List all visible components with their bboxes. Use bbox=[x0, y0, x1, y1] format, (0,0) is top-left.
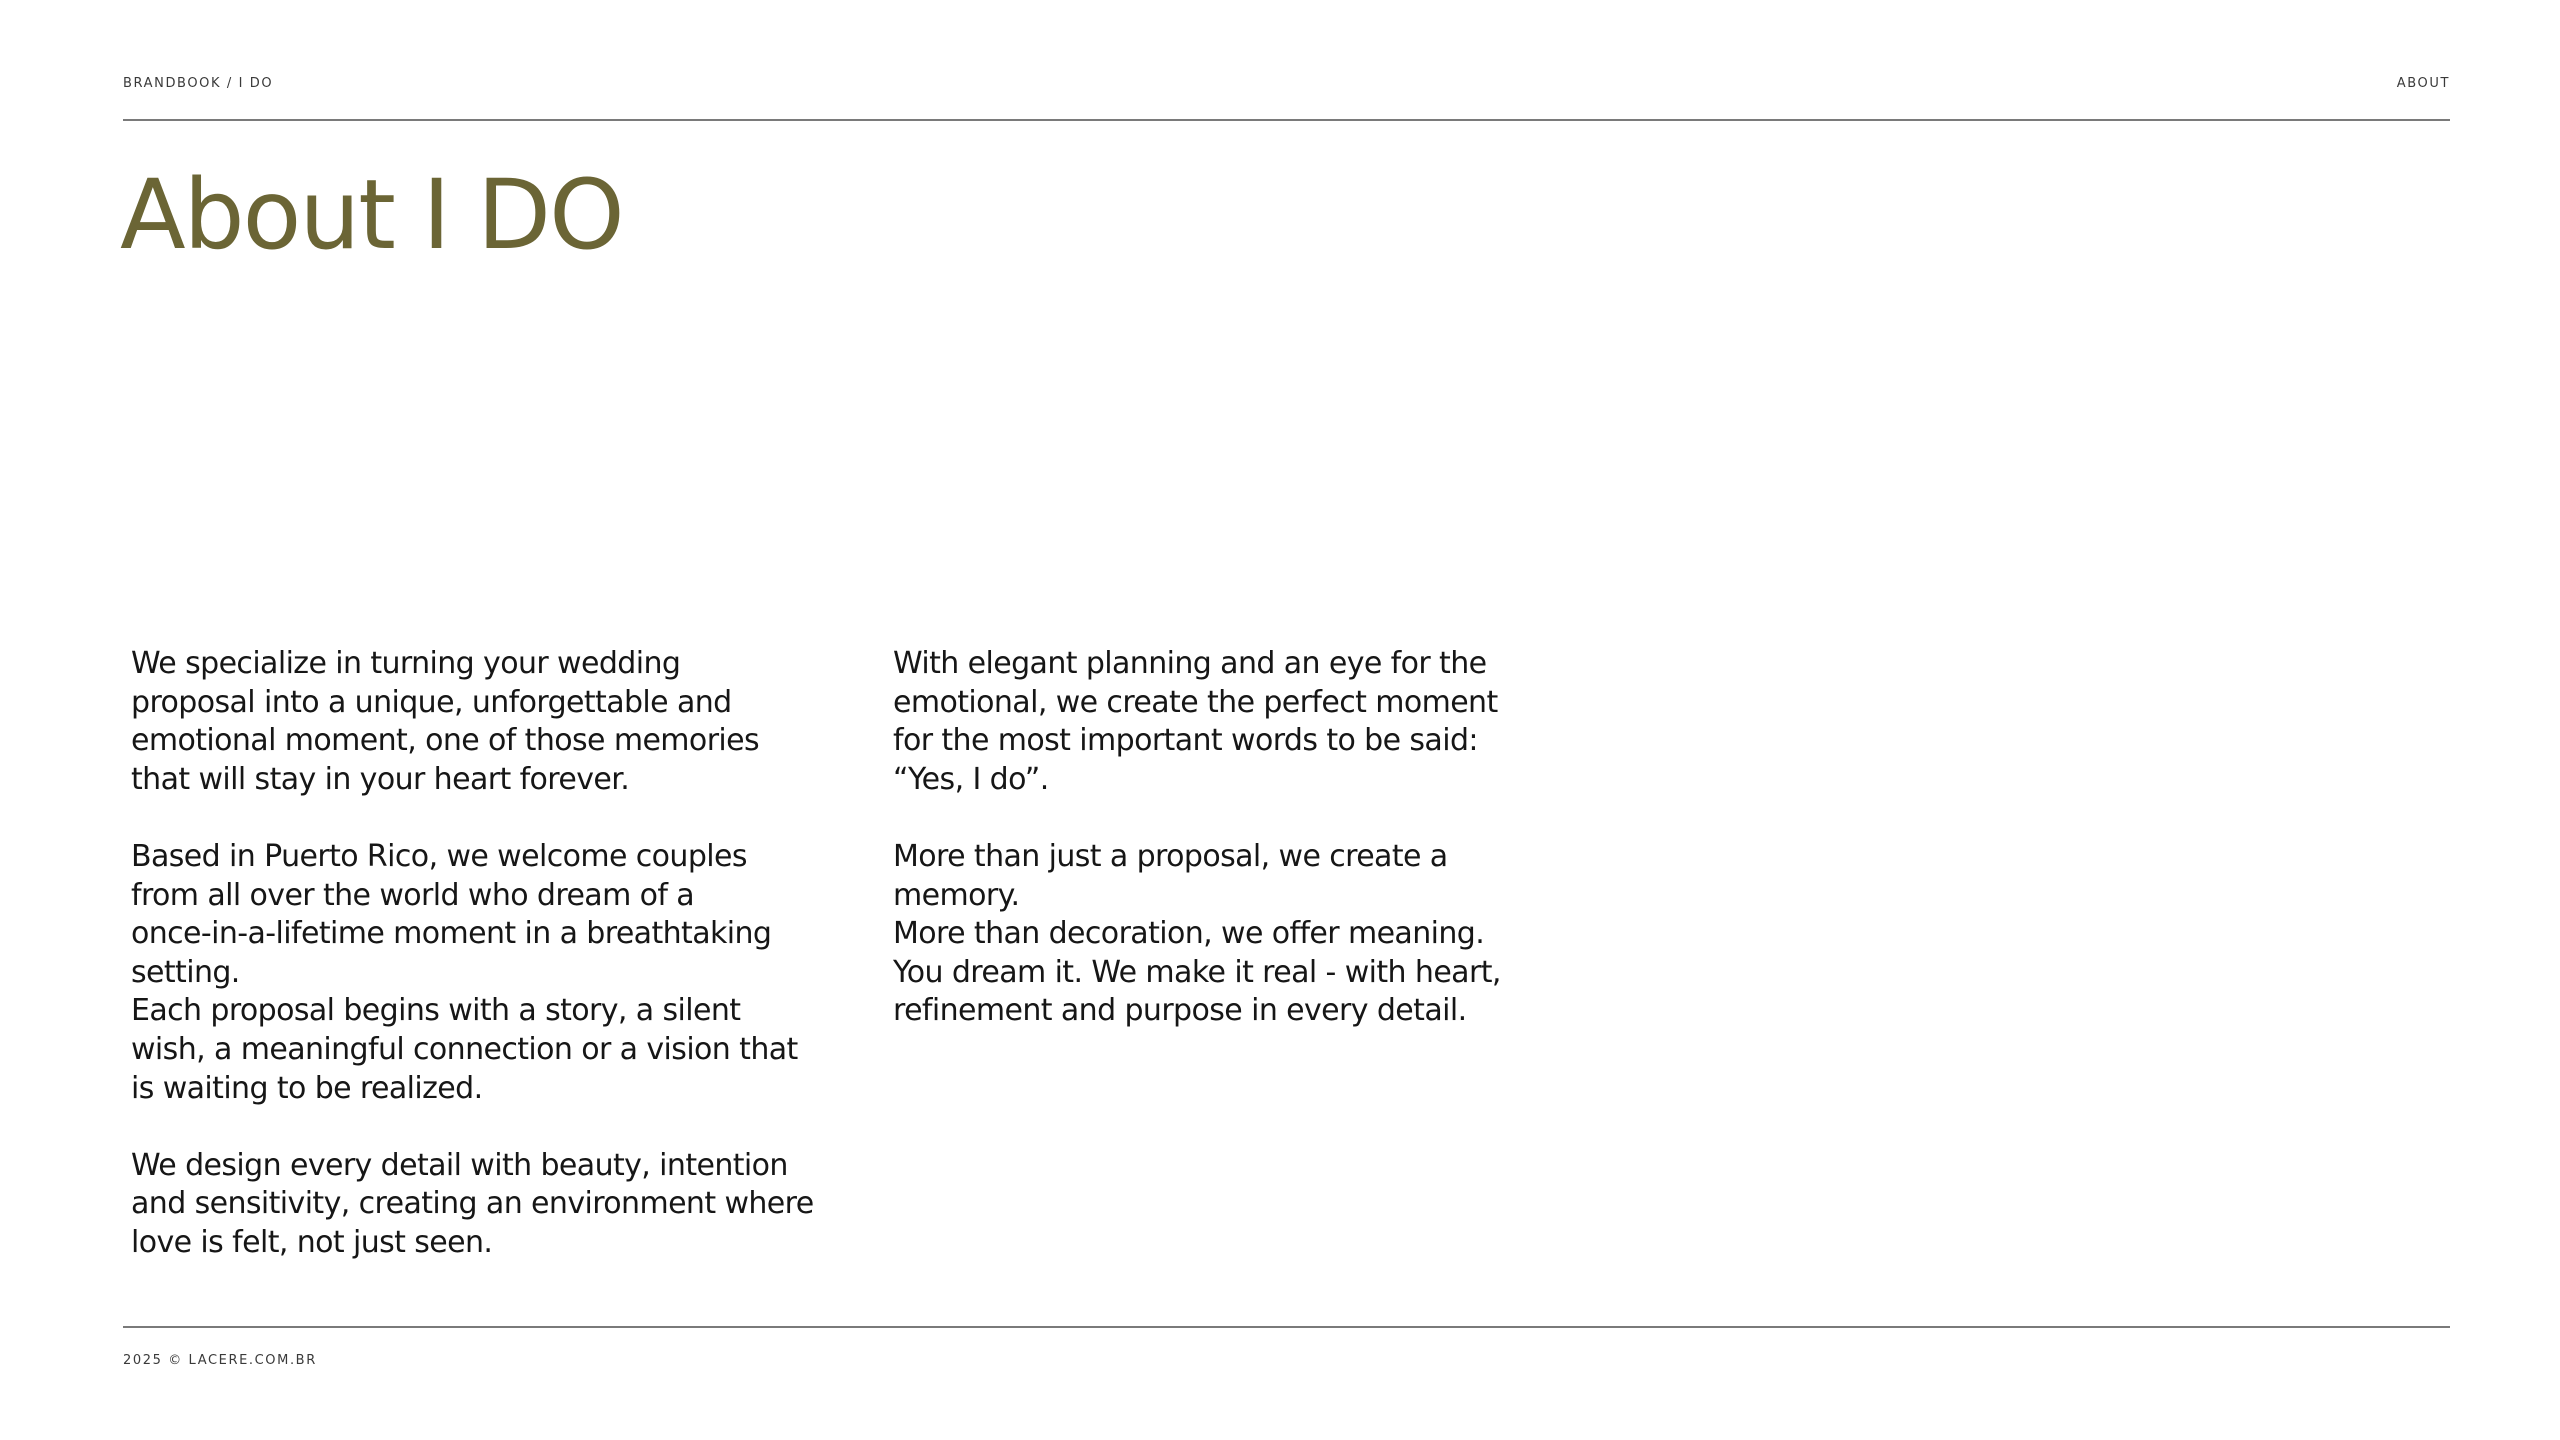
right-text-column bbox=[893, 645, 1593, 1070]
paragraph: Based in Puerto Rico, we welcome couples from all over the world who dream of a once-in-a-lifetime moment in a breathtaking setting. Each proposal begins with a story, a silent wish, a meaningful connection or a vision that is waiting to be realized. bbox=[131, 838, 798, 1106]
left-text-column bbox=[131, 645, 851, 1301]
paragraph: We design every detail with beauty, intention and sensitivity, creating an environment where love is felt, not just seen. bbox=[131, 1147, 814, 1260]
breadcrumb: BRANDBOOK / I DO bbox=[123, 76, 274, 91]
header-divider bbox=[123, 119, 2450, 121]
page-header bbox=[123, 76, 2450, 94]
page-title: About I DO bbox=[120, 159, 623, 271]
section-label: ABOUT bbox=[2396, 76, 2450, 91]
footer-copyright: 2025 © LACERE.COM.BR bbox=[123, 1353, 317, 1368]
paragraph: More than just a proposal, we create a memory. More than decoration, we offer meaning. You dream it. We make it real - with heart, refinement and purpose in every detail. bbox=[893, 838, 1501, 1029]
paragraph: We specialize in turning your wedding proposal into a unique, unforgettable and emotional moment, one of those memories that will stay in your heart forever. bbox=[131, 646, 760, 797]
footer-divider bbox=[123, 1326, 2450, 1328]
paragraph: With elegant planning and an eye for the emotional, we create the perfect moment for the most important words to be said: “Yes, I do”. bbox=[893, 646, 1498, 797]
